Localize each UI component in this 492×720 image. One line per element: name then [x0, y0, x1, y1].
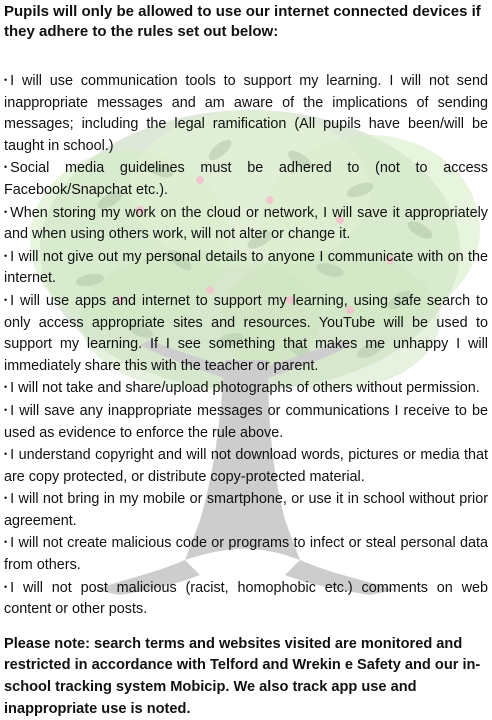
- rule-text: I will save any inappropriate messages or communications I receive to be used as evidence to enforce the rule above.: [4, 402, 488, 441]
- bullet-icon: •: [4, 250, 8, 261]
- monitoring-note: Please note: search terms and websites visited are monitored and restricted in accordance with Telford and Wrekin e Safety and our in-school tracking system Mobicip. We also track app use and inappropriate use is noted.: [4, 635, 481, 717]
- bullet-icon: •: [4, 162, 8, 173]
- rule-item: [4, 444, 488, 488]
- rule-text: I will use communication tools to support my learning. I will not send inappropriate messages and am aware of the implications of sending messages; including the legal ramification (All pupils have been/will be taught in school.): [4, 73, 488, 154]
- rule-text: I will not give out my personal details to anyone I communicate with on the internet.: [4, 248, 488, 287]
- rule-item: [4, 488, 488, 532]
- rule-item: [4, 246, 488, 290]
- rule-text: I understand copyright and will not download words, pictures or media that are copy protected, or distribute copy-protected material.: [4, 447, 488, 485]
- rule-text: I will not take and share/upload photographs of others without permission.: [10, 380, 480, 397]
- rule-text: I will not create malicious code or programs to infect or steal personal data from others.: [4, 535, 488, 574]
- rule-item: [4, 577, 488, 621]
- rule-item: [4, 290, 488, 377]
- rule-item: [4, 202, 488, 246]
- rule-item: [4, 377, 488, 400]
- rule-item: [4, 70, 488, 157]
- rule-item: [4, 157, 488, 201]
- document-heading: Pupils will only be allowed to use our internet connected devices if they adhere to the rules set out below:: [4, 3, 481, 40]
- bullet-icon: •: [4, 537, 8, 548]
- bullet-icon: •: [4, 382, 8, 393]
- bullet-icon: •: [4, 75, 8, 85]
- bullet-icon: •: [4, 404, 8, 415]
- rule-item: [4, 400, 488, 444]
- rule-item: [4, 532, 488, 576]
- bullet-icon: •: [4, 449, 8, 460]
- bullet-icon: •: [4, 206, 8, 217]
- bullet-icon: •: [4, 581, 8, 592]
- bullet-icon: •: [4, 294, 8, 305]
- rule-text: I will use apps and internet to support my learning, using safe search to only access appropriate sites and resources. YouTube will be used to support my learning. If I see something that makes me unhappy I will immediately share this with the teacher or parent.: [4, 292, 488, 374]
- rule-text: Social media guidelines must be adhered to (not to access Facebook/Snapchat etc.).: [4, 160, 488, 198]
- rule-text: I will not post malicious (racist, homophobic etc.) comments on web content or other posts.: [4, 579, 488, 618]
- bullet-icon: •: [4, 493, 8, 504]
- spacer: [4, 42, 488, 70]
- rules-list: [4, 70, 488, 621]
- rule-text: When storing my work on the cloud or network, I will save it appropriately and when using others work, will not alter or change it.: [4, 204, 488, 243]
- rule-text: I will not bring in my mobile or smartphone, or use it in school without prior agreement.: [4, 491, 488, 529]
